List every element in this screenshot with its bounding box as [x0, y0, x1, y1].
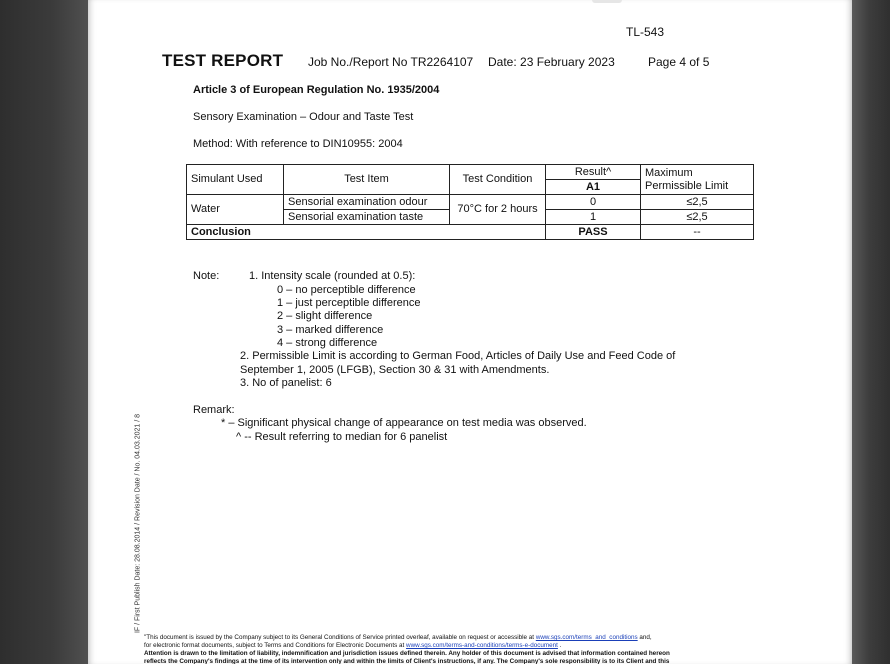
report-date: Date: 23 February 2023	[488, 55, 615, 69]
frame-right-border	[852, 0, 890, 664]
note-2-line-2: September 1, 2005 (LFGB), Section 30 & 31 with Amendments.	[240, 364, 550, 376]
footer-line-2	[144, 642, 561, 649]
table-row	[187, 195, 754, 210]
footer-line-3: Attention is drawn to the limitation of liability, indemnification and jurisdiction issues defined therein. Any holder of this document is advised that information contained hereon	[144, 650, 670, 657]
terms-link[interactable]: www.sgs.com/terms_and_conditions	[535, 634, 638, 641]
header-test-condition: Test Condition	[450, 165, 546, 195]
limit-cell: ≤2,5	[641, 195, 754, 210]
limit-cell: ≤2,5	[641, 210, 754, 225]
scale-item: 0 – no perceptible difference	[277, 284, 416, 296]
footer-line-4: reflects the Company's findings at the time of its intervention only and within the limits of Client's instructions, if any. The Company's sole responsibility is to its Client and this	[144, 658, 670, 664]
table-header-row	[187, 165, 754, 180]
footer-text: for electronic format documents, subject to Terms and Conditions for Electronic Documents at	[144, 642, 405, 649]
header-result-sub: A1	[546, 180, 641, 195]
footer-text: "This document is issued by the Company subject to its General Conditions of Service printed overleaf, available on request or accessible at	[144, 634, 535, 641]
footer-line-1	[144, 634, 652, 641]
results-table	[186, 164, 754, 240]
document-page	[88, 0, 852, 664]
conclusion-limit: --	[641, 225, 754, 240]
footer-text: and,	[639, 634, 652, 641]
scale-item: 3 – marked difference	[277, 324, 384, 336]
e-document-terms-link[interactable]: www.sgs.com/terms-and-conditions/terms-e-document	[406, 642, 558, 649]
remark-2: ^ -- Result referring to median for 6 panelist	[236, 431, 448, 443]
test-item-cell: Sensorial examination odour	[284, 195, 450, 210]
remark-1: * – Significant physical change of appearance on test media was observed.	[221, 417, 587, 429]
header-simulant: Simulant Used	[187, 165, 284, 195]
article-heading: Article 3 of European Regulation No. 1935/2004	[193, 84, 440, 96]
report-title: TEST REPORT	[162, 51, 284, 70]
frame-left-border	[0, 0, 88, 664]
result-cell: 1	[546, 210, 641, 225]
page-number: Page 4 of 5	[648, 55, 710, 69]
note-3: 3. No of panelist: 6	[240, 377, 332, 389]
scale-item: 4 – strong difference	[277, 337, 378, 349]
lab-logo-mark	[592, 0, 622, 3]
conclusion-result: PASS	[546, 225, 641, 240]
test-item-cell: Sensorial examination taste	[284, 210, 450, 225]
note-1: 1. Intensity scale (rounded at 0.5):	[249, 270, 416, 282]
header-test-item: Test Item	[284, 165, 450, 195]
condition-cell: 70°C for 2 hours	[450, 195, 546, 225]
header-result: Result^	[546, 165, 641, 180]
footer-text: .	[559, 642, 562, 649]
test-method: Method: With reference to DIN10955: 2004	[193, 138, 403, 150]
conclusion-row	[187, 225, 754, 240]
side-revision-text: IF / First Publish Date: 28.08.2014 / Revision Date / No. 04.03.2021 / 8	[134, 413, 142, 634]
scale-item: 1 – just perceptible difference	[277, 297, 421, 309]
job-number: Job No./Report No TR2264107	[308, 55, 474, 69]
note-label: Note:	[193, 270, 220, 282]
test-subtitle: Sensory Examination – Odour and Taste Test	[193, 111, 414, 123]
result-cell: 0	[546, 195, 641, 210]
scale-item: 2 – slight difference	[277, 310, 373, 322]
header-limit: Maximum Permissible Limit	[641, 165, 754, 195]
note-2-line-1: 2. Permissible Limit is according to German Food, Articles of Daily Use and Feed Code of	[240, 350, 676, 362]
remark-label: Remark:	[193, 404, 235, 416]
simulant-cell: Water	[187, 195, 284, 225]
reference-code: TL-543	[626, 25, 665, 39]
conclusion-label: Conclusion	[187, 225, 546, 240]
